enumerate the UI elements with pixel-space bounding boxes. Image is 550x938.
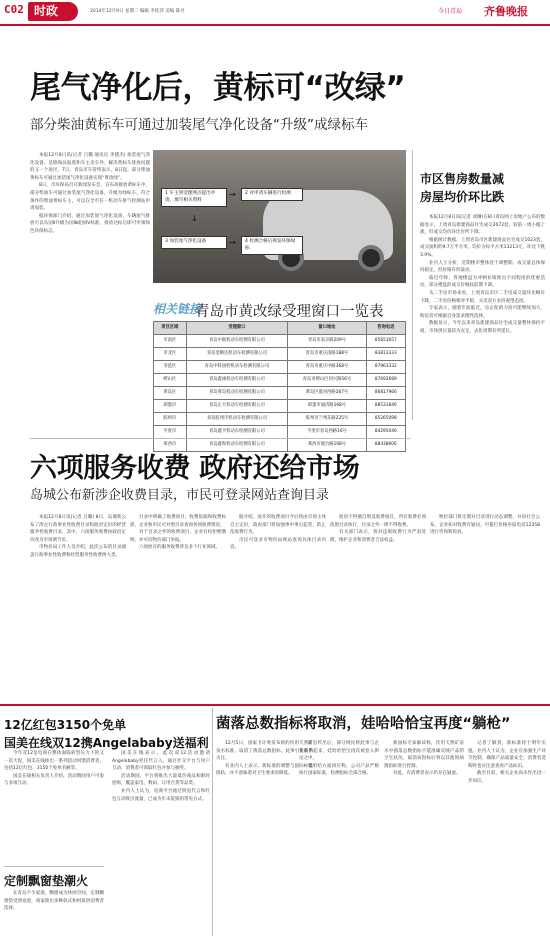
paragraph: 临近年终，各地楼盘为冲刺业绩推出不同程度的优惠活动，部分楼盘的成交价格较前期下调。: [420, 275, 545, 289]
paragraph: 有业内人士表示，新标准的调整与国际标准接轨，并不意味着对卫生要求的降低。: [216, 763, 313, 777]
table-header-row: [154, 322, 406, 335]
table-cell: 青岛市重庆中路368号: [288, 361, 366, 374]
paper-tag: 今日青岛: [438, 8, 463, 15]
process-step-1: 1 车主到受理网点提出申请，填写相关资料: [161, 188, 227, 207]
table-cell: 青岛中科国检机动车检测有限公司: [186, 361, 288, 374]
paragraph: 市民可登录市物价局网站查询具体目录内容。: [230, 537, 326, 551]
paragraph: 有关部门表示，将对违规收费行为严肃处理，维护企业和消费者合法权益。: [330, 530, 426, 543]
table-cell: 青岛鑫和机动车检测有限公司: [186, 439, 288, 452]
arrow-right-icon: →: [229, 238, 236, 247]
table-cell: 黄岛区: [154, 387, 187, 400]
table-cell: 青岛市重庆南路188号: [288, 348, 366, 361]
paragraph: 记者了解到，新标准将于明年实施。业内人士认为，企业应加强生产环节控制，确保产品质量安全，消费者选购时也应注意查看产品标识。: [468, 741, 546, 769]
paragraph: 本报12月8日讯(记者 吕璐) 8日，岛城新公布了涉企行政事业性收费目录和政府定价的经营服务性收费目录，其中，六项服务收费由政府定价改为市场调节价。: [30, 515, 126, 543]
table-cell: 市北区: [154, 348, 187, 361]
table-cell: 青岛正大机动车检测有限公司: [186, 400, 288, 413]
table-cell: 84295046: [366, 426, 405, 439]
arrow-right-icon: →: [229, 190, 236, 199]
section2-subheadline: 岛城公布新涉企收费目录，市民可登录网站查询目录: [30, 488, 330, 503]
table-cell: 平度市青岛西路16号: [288, 426, 366, 439]
wheel-icon: [358, 245, 384, 271]
table-cell: 86817966: [366, 387, 405, 400]
paragraph: 消息传出后，部分网民将此事与企业联系起来，娃哈哈恰宝再次被卷入舆论之中。: [299, 741, 379, 762]
table-cell: 87692689: [366, 374, 405, 387]
table-cell: 87963332: [366, 361, 405, 374]
paragraph: 业内人士认为，电商平台通过明星代言和红包互动吸引流量，已成为年末促销的常见方式。: [112, 788, 210, 802]
table-cell: 青岛胶州市机动车检测有限公司: [186, 413, 288, 426]
paragraph: 12月5日，国家卫计委发布新的饮用天然矿泉水标准，取消了菌落总数指标，此事引发业内关注。: [216, 741, 313, 762]
column-header: 受理窗口: [186, 322, 288, 335]
paragraph: 对于目录之外的收费项目，企业有权拒绝缴纳，并可向物价部门举报。: [130, 530, 226, 543]
ad-headline-3: 定制飘窗垫潮火: [4, 874, 89, 888]
table-cell: 即墨市通济路168号: [288, 400, 366, 413]
header-rule: [0, 24, 550, 26]
paragraph: 对此，有消费者表示仍存在疑虑。: [393, 771, 461, 777]
table-row: [154, 387, 406, 400]
section-rule: [0, 704, 550, 706]
paragraph: 业内人士分析，近期楼市整体处于调整期，成交量总体保持稳定，但价格有所波动。: [420, 260, 545, 274]
paragraph: 8日，市环保局召开新闻发布会，宣布高排放黄标车中，部分柴油车可通过加装尾气净化设备，升级为绿标车。符合条件的柴油黄标车主，可以在全市任一机动车排气检测站申请加装。: [30, 183, 150, 212]
paragraph: 六项放开的服务收费涉及多个行业领域。: [139, 545, 220, 551]
ad-headline-2: 国美在线双12携Angelababy送福利: [4, 736, 209, 750]
paragraph: 据介绍，放开的收费项目今后将由市场主体自主定价，政府部门将加强事中事后监管，防止乱收费行为。: [230, 515, 326, 536]
paragraph: 据环保部门介绍，通过加装尾气净化设备，车辆尾气排放可以从国Ⅱ升级为国Ⅲ或国Ⅳ标准，排放达标后即可申领绿色环保标志。: [30, 213, 150, 234]
arrow-down-icon: ↓: [191, 214, 198, 223]
table-row: [154, 361, 406, 374]
table-cell: 85651657: [366, 335, 405, 348]
page-number: C02: [4, 3, 24, 16]
table-cell: 即墨市: [154, 400, 187, 413]
stations-table: [153, 321, 406, 452]
section2-column: [430, 514, 540, 674]
table-row: [154, 335, 406, 348]
paragraph: 国美在线表示，此次双12活动邀请Angelababy担任代言人，通过社交平台与用户互动，消费者可领取红包并参与抽奖。: [112, 751, 210, 772]
table-row: [154, 348, 406, 361]
paragraph: 目录中明确了收费项目、收费依据和收费标准，企业和市民可对照目录查询各项收费情况。: [130, 515, 226, 528]
paragraph: 新国标专家解读称，饮用天然矿泉水中菌落总数指标不能准确反映产品的卫生状况，取消该指标后将以其他致病菌指标进行控制。: [384, 741, 464, 769]
paragraph: 根据统计数据，上周青岛市区新建商品住宅成交1023套，成交面积约9.7万平方米，均价为每平方米13213元，环比下跌3.9%。: [420, 237, 545, 258]
table-cell: 青岛金顺达机动车检测有限公司: [186, 348, 288, 361]
table-row: [154, 426, 406, 439]
related-link-logo: 相关链接: [153, 302, 202, 316]
section2-headline: 六项服务收费 政府还给市场: [30, 453, 360, 484]
process-step-4: 4 检测合格后换发环保绿标: [241, 236, 303, 255]
lead-photo: [153, 150, 406, 283]
ad-body-column-3: [4, 890, 104, 936]
ad-headline-1: 12亿红包3150个免单: [4, 718, 127, 732]
column-header: 窗口地址: [288, 322, 366, 335]
table-cell: 88531846: [366, 400, 405, 413]
paragraph: 国美在线相关负责人介绍，活动期间用户可参与多项互动。: [4, 773, 104, 787]
section2-column: [30, 514, 126, 674]
lead-subheadline: 部分柴油黄标车可通过加装尾气净化设备“升级”成绿标车: [30, 117, 368, 133]
table-cell: 黄岛区淮河西路267号: [288, 387, 366, 400]
paragraph: 截至目前，相关企业尚未作出进一步回应。: [468, 771, 546, 784]
paragraph: 本报12月8日讯(记者 吕璐 通讯员 李德杰) 加装尾气净化设备，是除淘汰报废和车主卖车外，解决黄标车排放问题的又一个途径。7日，青岛市车管所表示，8日起，部分柴油黄标车可通过加装尾气净化设备实现“黄改绿”。: [30, 153, 150, 181]
table-row: [154, 413, 406, 426]
table-cell: 青岛鑫平机动车检测有限公司: [186, 426, 288, 439]
page-header: [0, 0, 550, 24]
column-header: 项目区域: [154, 322, 187, 335]
sidebar-headline: [420, 170, 540, 206]
ad-body-column-2: [112, 750, 210, 935]
ad-body-column-1: [4, 750, 104, 860]
table-cell: 胶州市兰州东路225号: [288, 413, 366, 426]
sidebar-headline-line: 房屋均价环比跌: [420, 190, 505, 204]
sidebar-headline-line: 市区售房数量减: [420, 172, 505, 186]
section-tag: 时政: [28, 2, 78, 21]
table-cell: 青岛市崂山区同兴路56号: [288, 374, 366, 387]
news-column: [384, 740, 464, 936]
table-cell: 崂山区: [154, 374, 187, 387]
paragraph: 从二手房市场来看，上周青岛市区二手房成交量环比略有下降，二手房价格相对平稳，买卖双方多持观望态度。: [420, 290, 545, 304]
news-column: [468, 740, 546, 936]
section-divider: [30, 438, 410, 439]
column-divider: [212, 708, 213, 936]
paragraph: 物价部门将定期对目录进行动态调整，并向社会公布。企业如对收费有疑问，可拨打价格举报电话12358进行咨询和投诉。: [430, 515, 540, 536]
section2-column: [230, 514, 326, 674]
table-cell: 胶州市: [154, 413, 187, 426]
paragraph: 本报12月8日讯(记者 刘琳)在8日青岛网上房地产公布的数据显示，上周青岛新建商品住宅成交2072套，较前一周小幅上涨，但成交均价环比有所下降。: [420, 215, 545, 236]
paragraph: 专家表示，随着年底临近，房企促销力度可能继续加大，购房者可根据自身需求理性选择。: [420, 306, 545, 319]
paragraph: 活动期间，平台将推出大量低价商品和限时抢购，覆盖家电、数码、日用百货等品类。: [112, 773, 210, 787]
paragraph: 市物价局工作人员介绍，此次公布的目录涵盖行政事业性收费和经营服务性收费两大类。: [30, 545, 126, 558]
lead-body-column-1: [30, 152, 150, 390]
column-header: 咨询电话: [366, 322, 405, 335]
table-cell: 莱西市: [154, 439, 187, 452]
table-title: 青岛市黄改绿受理窗口一览表: [195, 304, 384, 320]
paragraph: 今年双12是电商在整体面临转型压力下的又一次大促，国美在线推出一系列活动回馈消费者，包括12亿红包、3150个免单名额等。: [4, 751, 104, 772]
paragraph: 在青岛不少家庭，飘窗成为休闲空间，定制飘窗垫受到欢迎，商家推出多种款式和材质供消费者选择。: [4, 891, 104, 912]
news-column: [299, 740, 379, 936]
section2-column: [130, 514, 226, 674]
issue-info: 2014年12月9日 星期二 编辑 李桂萍 美编 陈丹: [90, 9, 185, 14]
table-row: [154, 374, 406, 387]
table-cell: 青岛市南京路209号: [288, 335, 366, 348]
table-cell: 青岛黄岛机动车检测有限公司: [186, 387, 288, 400]
lead-headline: 尾气净化后，黄标可“改绿”: [30, 70, 406, 106]
table-cell: 李沧区: [154, 361, 187, 374]
process-step-3: 3 加装尾气净化设备: [161, 236, 227, 249]
process-step-2: 2 对申请车辆进行检测: [241, 188, 303, 201]
table-cell: 平度市: [154, 426, 187, 439]
column-divider: [412, 150, 413, 420]
table-cell: 莱西市烟台路108号: [288, 439, 366, 452]
news-headline: 菌落总数指标将取消，娃哈哈恰宝再度“躺枪”: [216, 716, 511, 732]
table-cell: 85265098: [366, 413, 405, 426]
paragraph: 数据显示，今年以来青岛新建商品住宅成交量整体保持平稳，市场供应量较为充足，去化周期有所延长。: [420, 321, 545, 334]
table-cell: 青岛中联机动车检测有限公司: [186, 335, 288, 348]
table-cell: 83813333: [366, 348, 405, 361]
table-row: [154, 400, 406, 413]
section2-column: [330, 514, 426, 674]
paragraph: 政府不得擅自增设收费项目，所有收费必须依照目录执行，目录之外一律不得收费。: [330, 515, 426, 528]
paper-logo: 齐鲁晚报: [484, 5, 528, 18]
table-cell: 青岛鑫诚机动车检测有限公司: [186, 374, 288, 387]
paragraph: 娃哈哈方面回应称，公司产品严格执行国家标准，检测指标全部合格。: [299, 763, 379, 777]
table-cell: 市南区: [154, 335, 187, 348]
divider: [4, 866, 104, 867]
table-cell: 88438606: [366, 439, 405, 452]
